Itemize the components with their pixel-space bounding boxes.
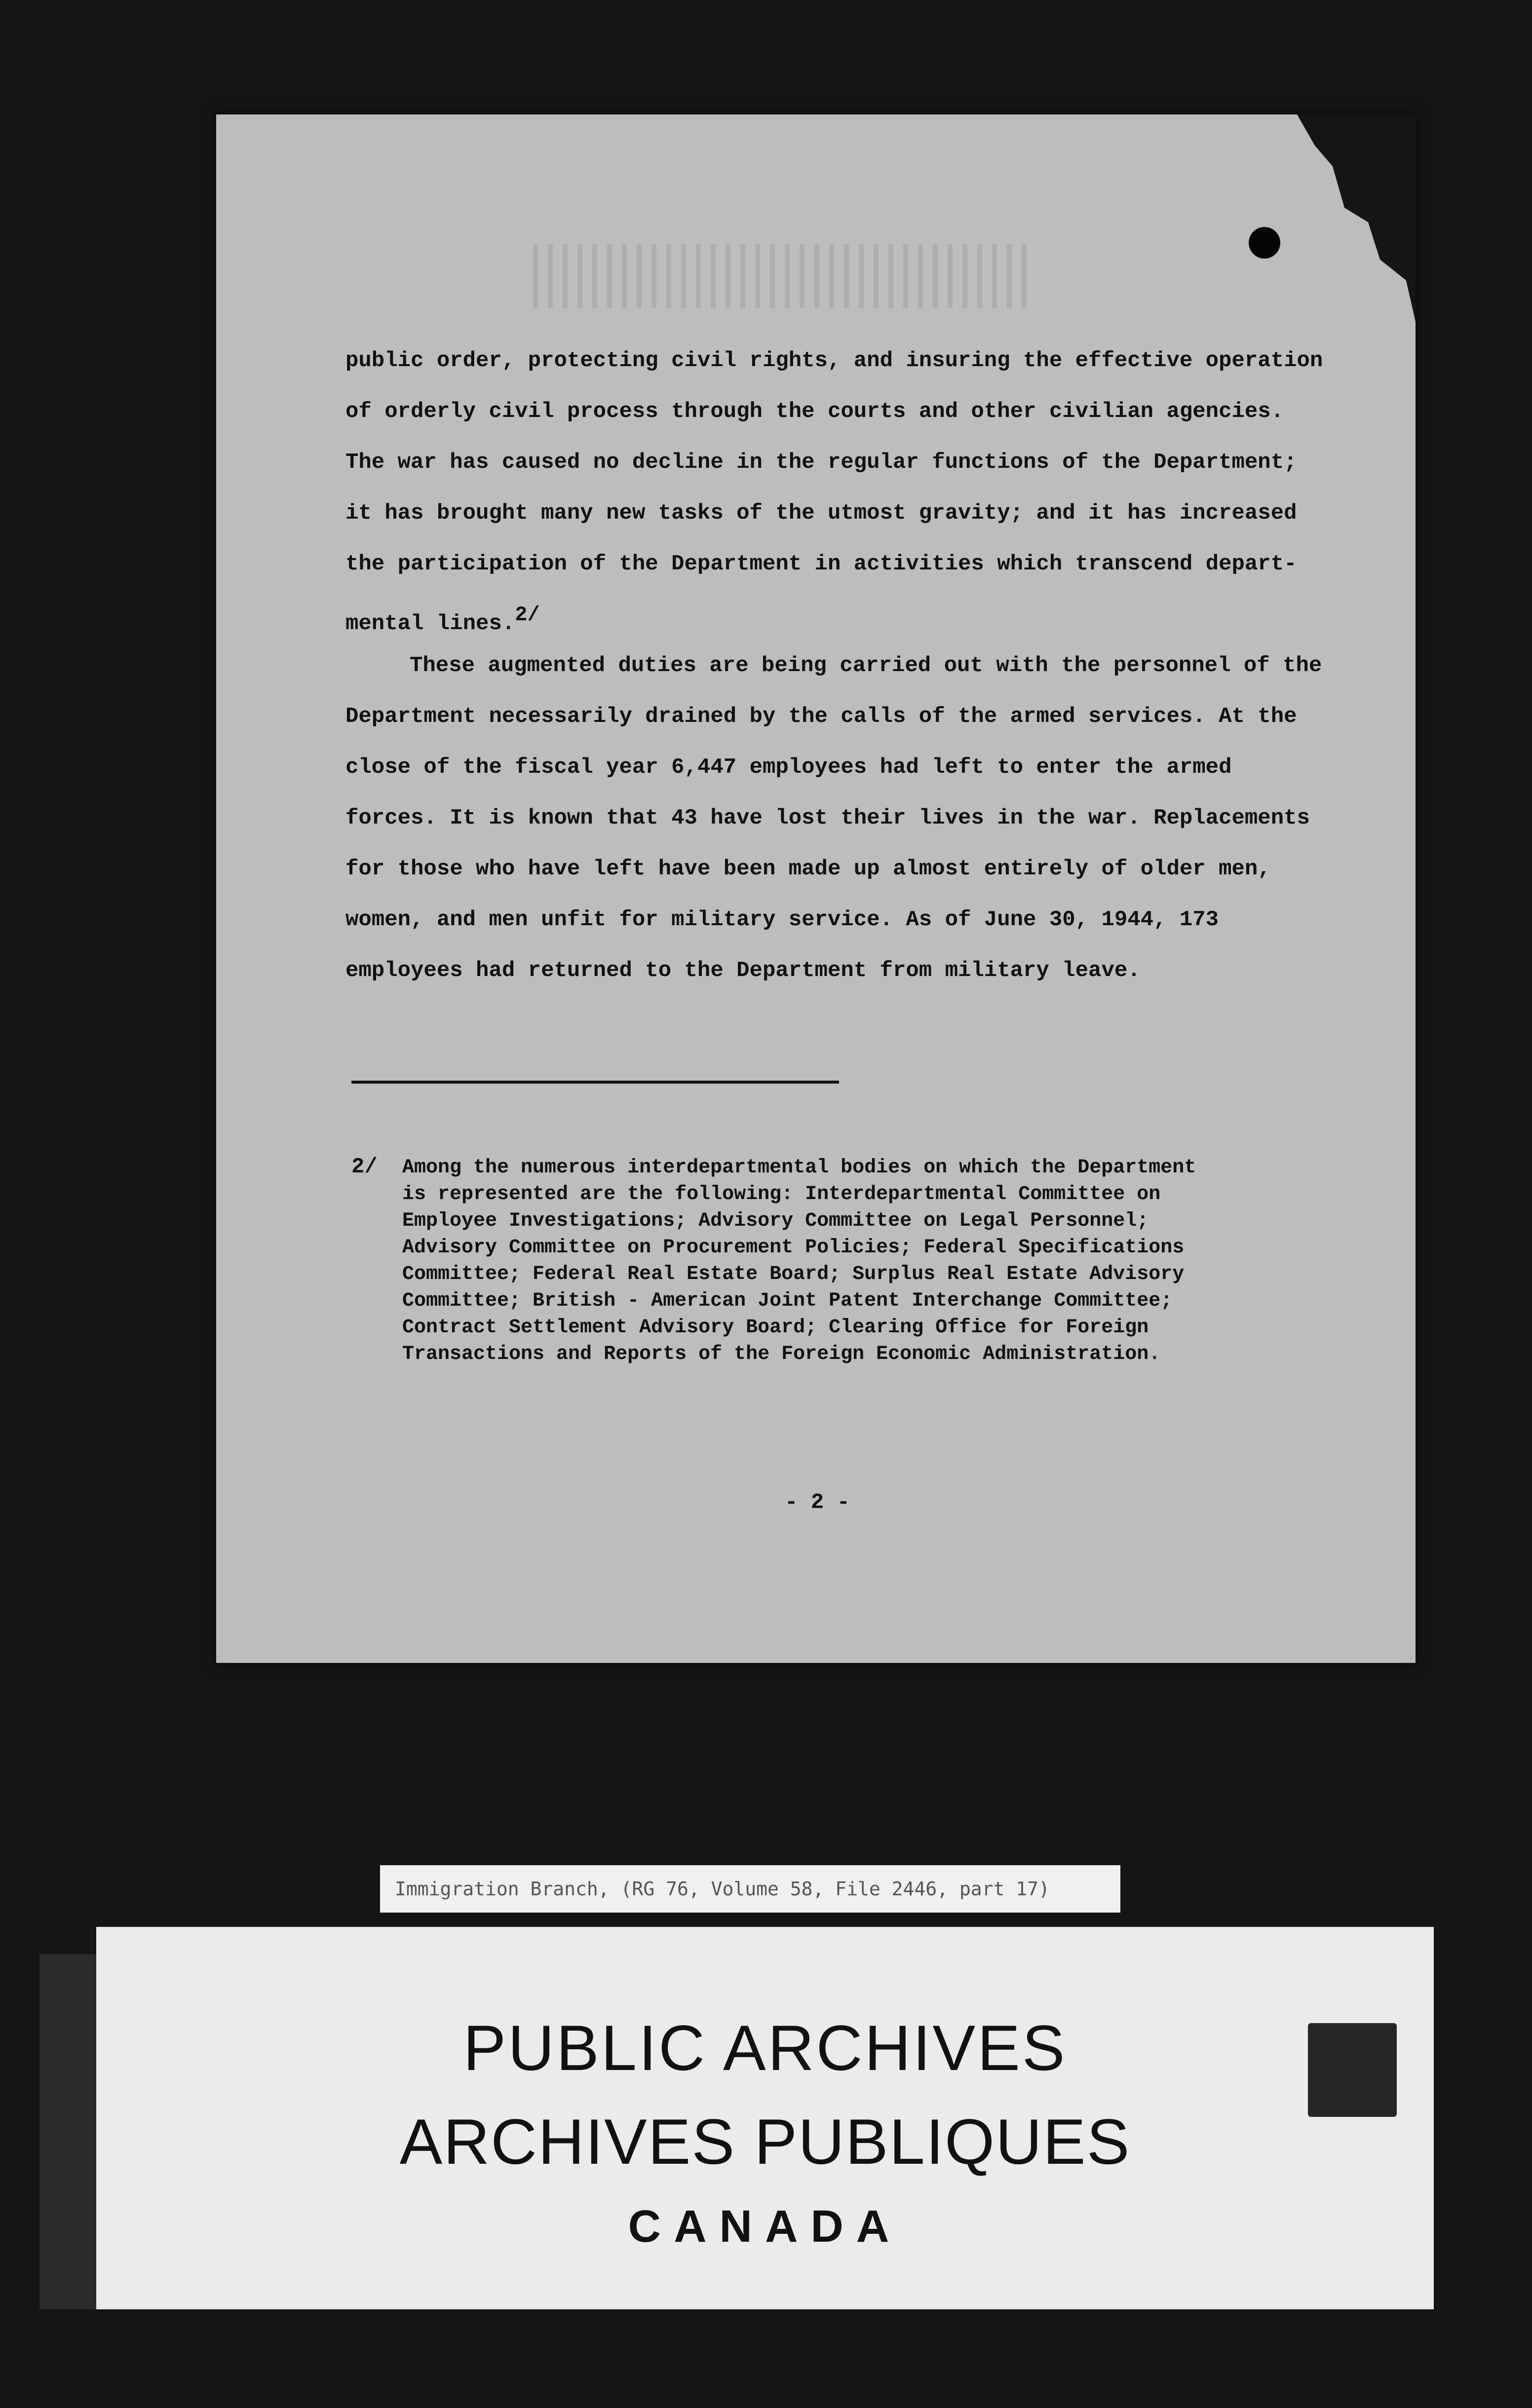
footnote-separator — [351, 1081, 839, 1084]
body-line: for those who have left have been made up almost entirely of older men, — [345, 857, 1271, 881]
footnote-line: Employee Investigations; Advisory Committee on Legal Personnel; — [402, 1210, 1149, 1232]
footnote-marker: 2/ — [351, 1155, 378, 1179]
body-line: of orderly civil process through the courts and other civilian agencies. — [345, 399, 1284, 424]
body-line: it has brought many new tasks of the utmost gravity; and it has increased — [345, 501, 1297, 526]
body-line: These augmented duties are being carried out with the personnel of the — [410, 653, 1322, 678]
archive-title-english: PUBLIC ARCHIVES — [463, 2012, 1067, 2084]
archive-card — [96, 1927, 1434, 2309]
footnote-line: Committee; British - American Joint Patent Interchange Committee; — [402, 1290, 1173, 1312]
archive-reference-label: Immigration Branch, (RG 76, Volume 58, File 2446, part 17) — [380, 1865, 1120, 1913]
body-line: Department necessarily drained by the calls of the armed services. At the — [345, 704, 1297, 729]
footnote-reference: 2/ — [515, 603, 540, 627]
footnote-line: Contract Settlement Advisory Board; Clearing Office for Foreign — [402, 1317, 1149, 1339]
body-text — [345, 336, 1323, 996]
body-line: mental lines. — [345, 611, 515, 636]
body-line: close of the fiscal year 6,447 employees had left to enter the armed — [345, 755, 1232, 780]
card-shadow — [39, 1954, 99, 2309]
footnote-line: Transactions and Reports of the Foreign Economic Administration. — [402, 1343, 1161, 1365]
footnote-line: Committee; Federal Real Estate Board; Surplus Real Estate Advisory — [402, 1263, 1185, 1285]
footnote-line: is represented are the following: Interdepartmental Committee on — [402, 1183, 1161, 1205]
body-line: forces. It is known that 43 have lost their lives in the war. Replacements — [345, 806, 1310, 830]
footnote — [402, 1155, 1281, 1368]
footnote-line: Advisory Committee on Procurement Policies; Federal Specifications — [402, 1237, 1185, 1259]
card-clip — [1308, 2023, 1397, 2117]
body-line: the participation of the Department in activities which transcend depart- — [345, 552, 1297, 576]
body-line: The war has caused no decline in the regular functions of the Department; — [345, 450, 1297, 475]
page-number: - 2 - — [785, 1490, 850, 1515]
archive-country: CANADA — [628, 2201, 902, 2252]
faded-header-marks — [533, 244, 1027, 308]
body-line-with-ref — [345, 590, 1283, 640]
body-line: women, and men unfit for military service. As of June 30, 1944, 173 — [345, 907, 1219, 932]
body-line: public order, protecting civil rights, and insuring the effective operation — [345, 348, 1323, 373]
body-line: employees had returned to the Department from military leave. — [345, 958, 1141, 983]
punch-hole — [1249, 227, 1280, 259]
archive-title-french: ARCHIVES PUBLIQUES — [399, 2106, 1131, 2178]
footnote-line: Among the numerous interdepartmental bodies on which the Department — [402, 1157, 1196, 1179]
torn-corner — [1297, 114, 1416, 322]
